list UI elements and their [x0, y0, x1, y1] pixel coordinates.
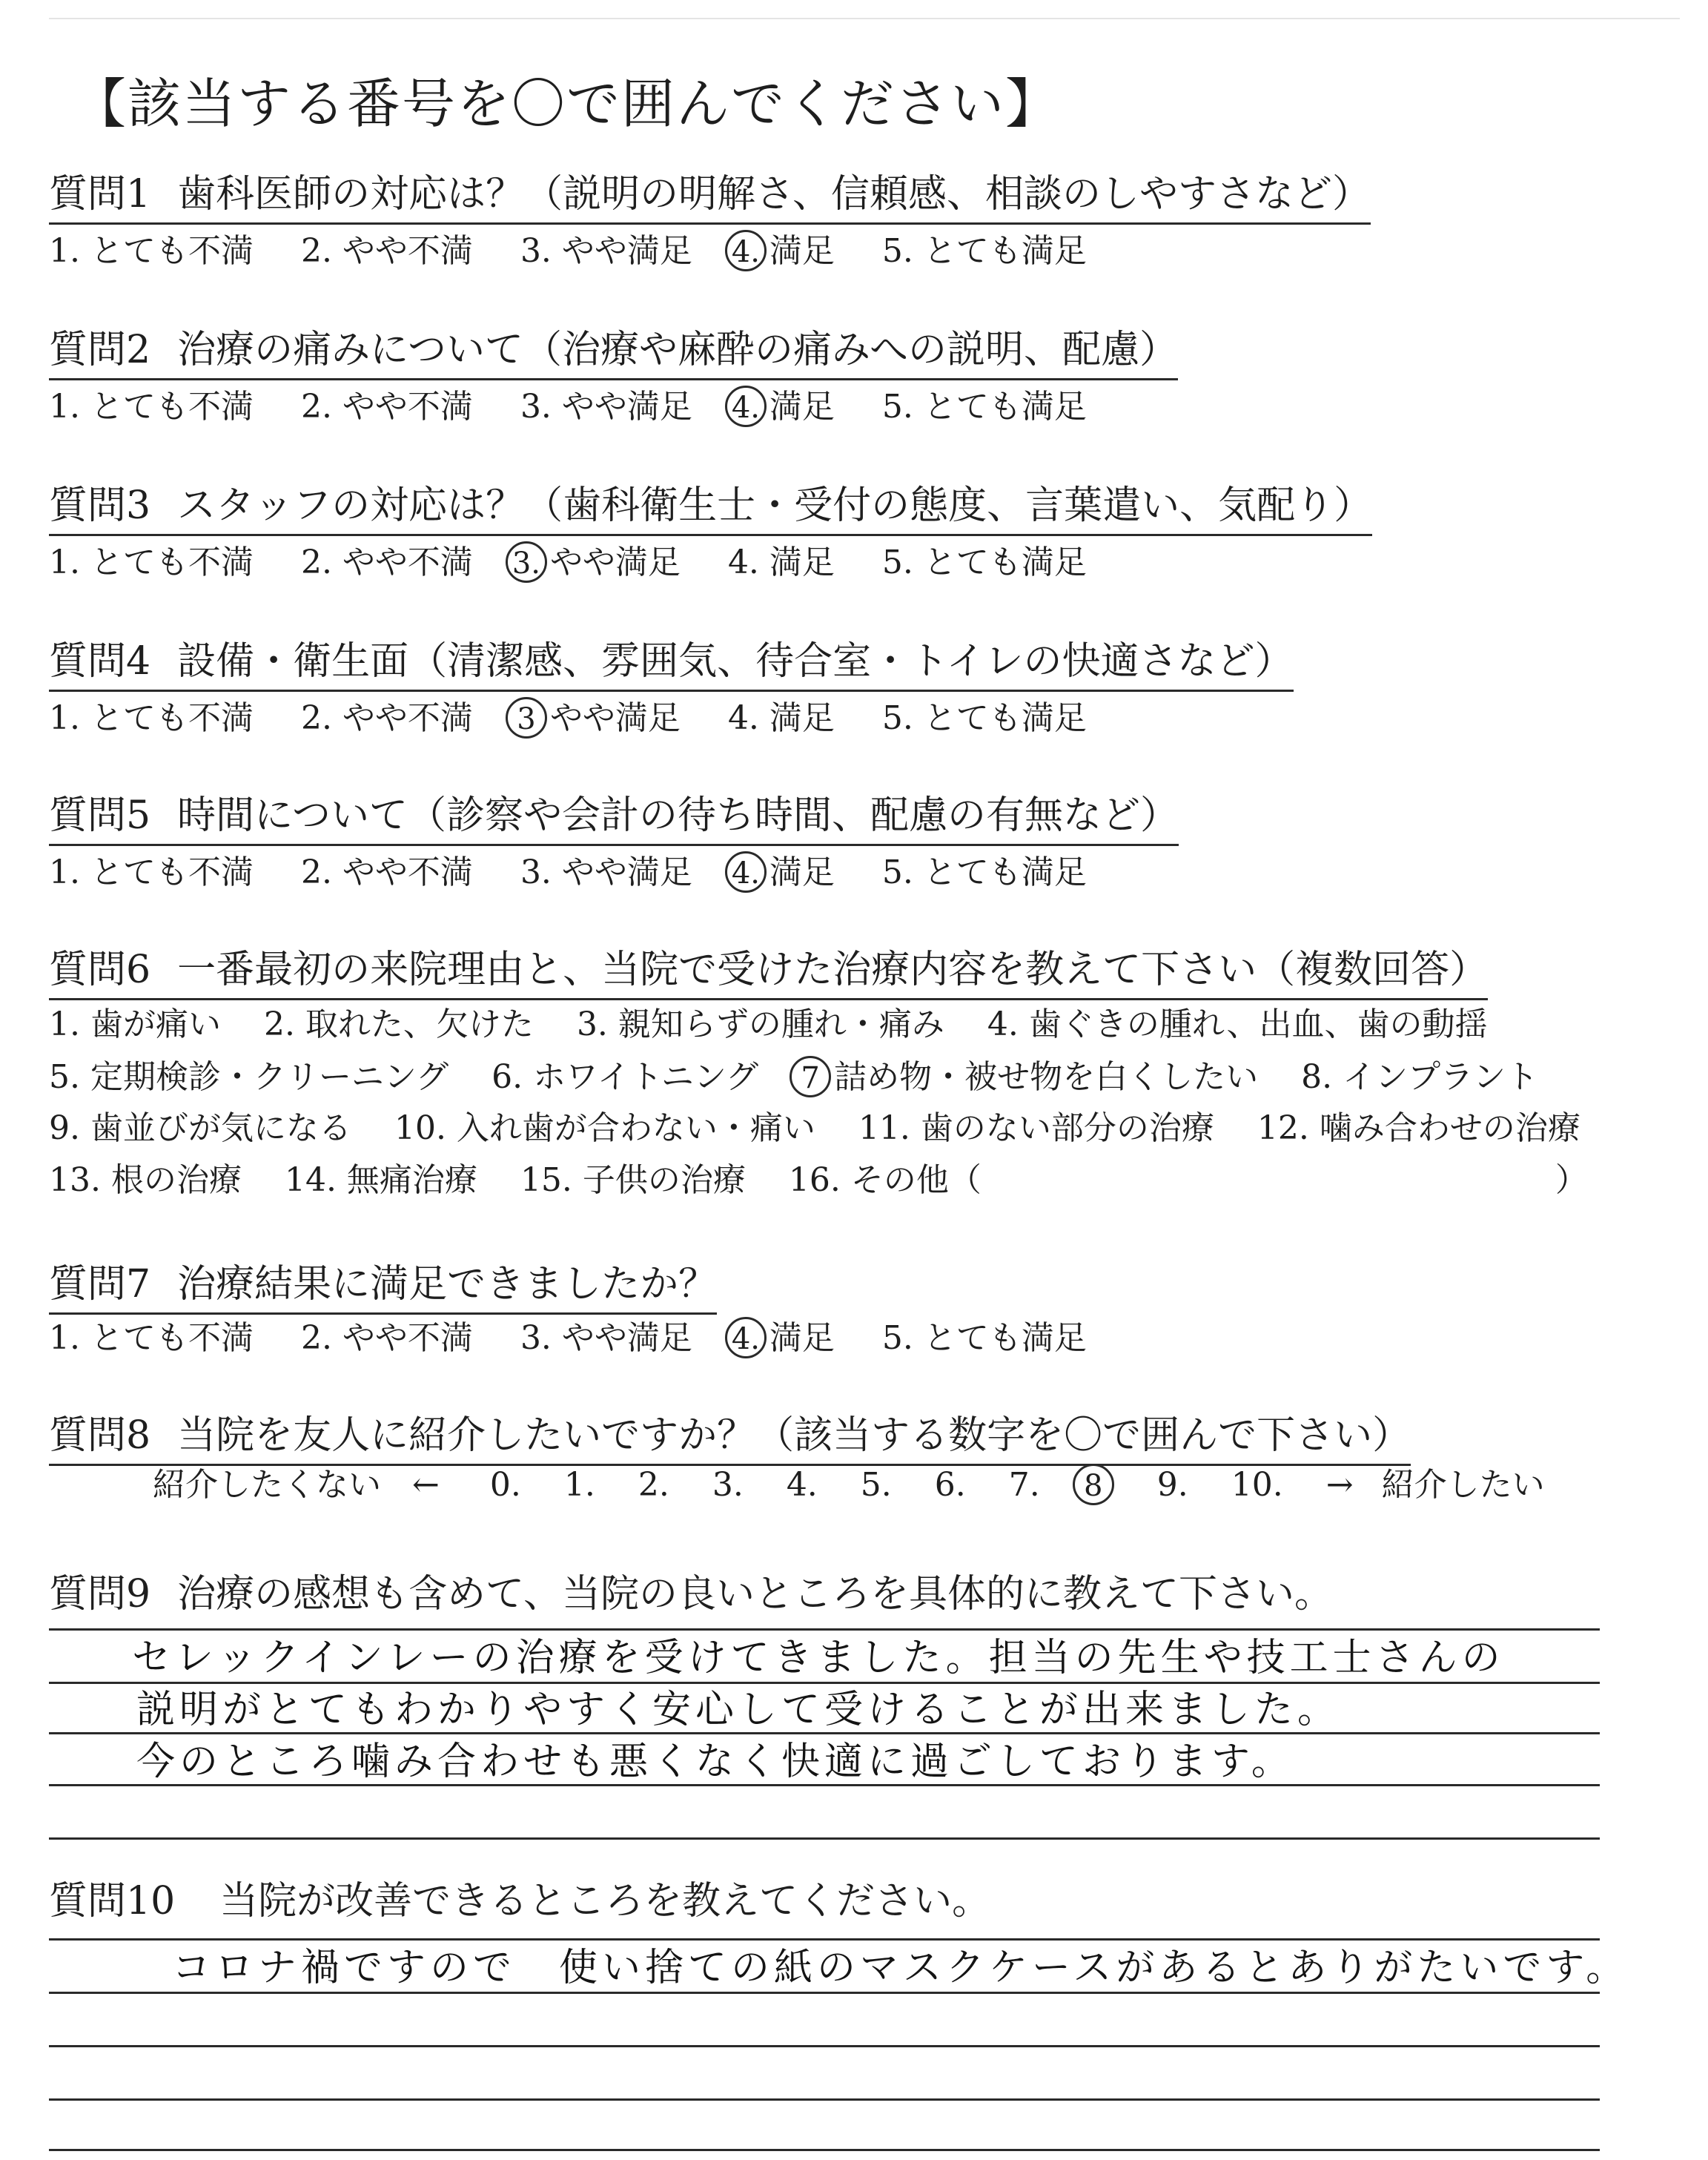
q2-options	[49, 386, 1124, 428]
selected-circle: 4.	[725, 1317, 767, 1358]
option-4-label: 満足	[769, 1319, 835, 1357]
answer-line	[49, 2149, 1600, 2151]
option-7-label: 詰め物・被せ物を白くしたい	[834, 1058, 1259, 1096]
top-divider	[49, 18, 1680, 19]
question-number: 質問1	[49, 172, 151, 217]
option-4[interactable]: 4. 歯ぐきの腫れ、出血、歯の動揺	[987, 1005, 1488, 1043]
selected-circle: 3	[506, 697, 547, 739]
answer-line	[49, 1938, 1600, 1941]
q6-options-row-4	[49, 1160, 1625, 1201]
question-text: 時間について（診察や会計の待ち時間、配慮の有無など）	[177, 793, 1179, 838]
option-14[interactable]: 14. 無痛治療	[284, 1161, 477, 1199]
question-text: 治療の痛みについて（治療や麻酔の痛みへの説明、配慮）	[177, 328, 1179, 372]
question-number: 質問4	[49, 639, 151, 684]
question-text: スタッフの対応は？（歯科衛生士・受付の態度、言葉遣い、気配り）	[177, 483, 1373, 528]
option-2[interactable]: 2. やや不満	[300, 853, 473, 891]
answer-line	[49, 1732, 1600, 1734]
referral-scale	[153, 1464, 1545, 1506]
q5-options	[49, 851, 1124, 894]
question-number: 質問8	[49, 1413, 151, 1458]
option-13[interactable]: 13. 根の治療	[49, 1161, 242, 1199]
answer-line	[49, 1992, 1600, 1994]
option-5[interactable]: 5. とても満足	[881, 232, 1087, 270]
selected-circle: 3.	[506, 541, 547, 583]
option-4[interactable]: 4. 満足	[727, 699, 835, 737]
option-8[interactable]: 8. インプラント	[1301, 1058, 1539, 1096]
option-3[interactable]: 3. やや満足	[520, 388, 692, 426]
question-number: 質問6	[49, 948, 151, 992]
q4-options	[49, 697, 1124, 739]
option-16-close-paren: ）	[1555, 1161, 1588, 1199]
option-1[interactable]: 1. とても不満	[49, 1319, 254, 1357]
option-4-label: 満足	[769, 232, 835, 270]
question-number: 質問10	[49, 1879, 176, 1923]
question-number: 質問7	[49, 1262, 151, 1307]
question-text: 一番最初の来院理由と、当院で受けた治療内容を教えて下さい（複数回答）	[177, 948, 1489, 992]
question-text: 治療の感想も含めて、当院の良いところを具体的に教えて下さい。	[177, 1572, 1334, 1616]
question-number: 質問5	[49, 793, 151, 838]
option-7-selected[interactable]	[790, 1056, 1258, 1098]
option-1[interactable]: 1. とても不満	[49, 232, 254, 270]
option-1[interactable]: 1. とても不満	[49, 544, 254, 581]
option-11[interactable]: 11. 歯のない部分の治療	[858, 1109, 1214, 1147]
question-4	[49, 638, 1294, 692]
question-number: 質問9	[49, 1572, 151, 1616]
option-4[interactable]: 4. 満足	[727, 544, 835, 581]
answer-line	[49, 1628, 1600, 1631]
question-1	[49, 171, 1371, 225]
option-4-selected[interactable]	[725, 1317, 835, 1359]
option-3-selected[interactable]	[506, 541, 681, 584]
scale-option-3[interactable]: 3.	[712, 1466, 744, 1504]
option-5[interactable]: 5. 定期検診・クリーニング	[49, 1058, 449, 1096]
question-text: 歯科医師の対応は？（説明の明解さ、信頼感、相談のしやすさなど）	[177, 172, 1371, 217]
question-9	[49, 1571, 1333, 1622]
option-3-selected[interactable]	[506, 697, 681, 739]
option-5[interactable]: 5. とても満足	[881, 544, 1087, 581]
option-5[interactable]: 5. とても満足	[881, 699, 1087, 737]
scale-option-0[interactable]: 0.	[489, 1466, 521, 1504]
option-5[interactable]: 5. とても満足	[881, 388, 1087, 426]
scale-option-6[interactable]: 6.	[934, 1466, 966, 1504]
selected-circle: 4.	[725, 851, 767, 893]
scale-option-10[interactable]: 10.	[1231, 1466, 1283, 1504]
q10-answer: コロナ禍ですので 使い捨ての紙のマスクケースがあるとありがたいです。	[172, 1946, 1629, 1990]
option-1[interactable]: 1. 歯が痛い	[49, 1005, 221, 1043]
option-3[interactable]: 3. 親知らずの腫れ・痛み	[576, 1005, 944, 1043]
question-2	[49, 326, 1178, 380]
left-arrow-icon: ←	[412, 1466, 440, 1504]
question-8	[49, 1412, 1411, 1466]
question-text: 治療結果に満足できましたか？	[177, 1262, 718, 1307]
option-2[interactable]: 2. やや不満	[300, 699, 473, 737]
q1-options	[49, 230, 1124, 272]
q9-answer-line-3: 今のところ噛み合わせも悪くなく快適に過ごしております。	[136, 1740, 1294, 1784]
selected-circle: 7	[790, 1056, 831, 1097]
scale-option-7[interactable]: 7.	[1008, 1466, 1040, 1504]
q9-answer-line-2: 説明がとてもわかりやすく安心して受けることが出来ました。	[136, 1688, 1341, 1732]
option-6[interactable]: 6. ホワイトニング	[491, 1058, 759, 1096]
option-15[interactable]: 15. 子供の治療	[520, 1161, 746, 1199]
q7-options	[49, 1317, 1124, 1359]
option-2[interactable]: 2. やや不満	[300, 232, 473, 270]
option-4-selected[interactable]	[725, 386, 835, 428]
option-12[interactable]: 12. 噛み合わせの治療	[1257, 1109, 1580, 1147]
scale-left-label: 紹介したくない	[153, 1466, 381, 1504]
question-text: 当院が改善できるところを教えてください。	[219, 1879, 991, 1923]
q9-answer-line-1: セレックインレーの治療を受けてきました。担当の先生や技工士さんの	[132, 1636, 1505, 1680]
scale-option-9[interactable]: 9.	[1156, 1466, 1188, 1504]
option-10[interactable]: 10. 入れ歯が合わない・痛い	[394, 1109, 815, 1147]
option-3-label: やや満足	[549, 699, 681, 737]
question-6	[49, 946, 1488, 1000]
question-5	[49, 792, 1179, 846]
question-3	[49, 482, 1372, 536]
option-16[interactable]: 16. その他（	[788, 1161, 982, 1199]
right-arrow-icon: →	[1325, 1466, 1354, 1504]
option-2[interactable]: 2. 取れた、欠けた	[263, 1005, 534, 1043]
scale-option-1[interactable]: 1.	[563, 1466, 595, 1504]
option-4-label: 満足	[769, 853, 835, 891]
answer-line	[49, 1784, 1600, 1786]
scale-option-5[interactable]: 5.	[860, 1466, 892, 1504]
option-5[interactable]: 5. とても満足	[881, 853, 1087, 891]
q3-options	[49, 541, 1124, 584]
question-text: 設備・衛生面（清潔感、雰囲気、待合室・トイレの快適さなど）	[177, 639, 1294, 684]
option-3[interactable]: 3. やや満足	[520, 1319, 692, 1357]
q6-options-row-3	[49, 1108, 1618, 1149]
question-number: 質問3	[49, 483, 151, 528]
question-7	[49, 1261, 717, 1315]
option-9[interactable]: 9. 歯並びが気になる	[49, 1109, 351, 1147]
option-4-selected[interactable]	[725, 230, 835, 272]
option-3[interactable]: 3. やや満足	[520, 232, 692, 270]
option-2[interactable]: 2. やや不満	[300, 388, 473, 426]
question-10	[49, 1877, 990, 1929]
scale-right-label: 紹介したい	[1381, 1466, 1545, 1504]
answer-line	[49, 1682, 1600, 1684]
answer-line	[49, 2045, 1600, 2047]
scale-option-4[interactable]: 4.	[786, 1466, 818, 1504]
scale-option-2[interactable]: 2.	[638, 1466, 669, 1504]
answer-line	[49, 1837, 1600, 1840]
option-3[interactable]: 3. やや満足	[520, 853, 692, 891]
option-1[interactable]: 1. とても不満	[49, 388, 254, 426]
answer-line	[49, 2098, 1600, 2101]
q6-options-row-1	[49, 1004, 1525, 1046]
option-2[interactable]: 2. やや不満	[300, 1319, 473, 1357]
option-3-label: やや満足	[549, 544, 681, 581]
option-1[interactable]: 1. とても不満	[49, 699, 254, 737]
option-2[interactable]: 2. やや不満	[300, 544, 473, 581]
q6-options-row-2	[49, 1056, 1575, 1098]
instructions-title: 【該当する番号を〇で囲んでください】	[73, 73, 1061, 135]
option-1[interactable]: 1. とても不満	[49, 853, 254, 891]
selected-circle: 4.	[725, 230, 767, 271]
option-4-selected[interactable]	[725, 851, 835, 894]
question-text: 当院を友人に紹介したいですか？（該当する数字を〇で囲んで下さい）	[177, 1413, 1411, 1458]
question-number: 質問2	[49, 328, 151, 372]
scale-option-8-selected[interactable]: 8	[1073, 1464, 1114, 1505]
option-4-label: 満足	[769, 388, 835, 426]
option-5[interactable]: 5. とても満足	[881, 1319, 1087, 1357]
selected-circle: 4.	[725, 386, 767, 427]
